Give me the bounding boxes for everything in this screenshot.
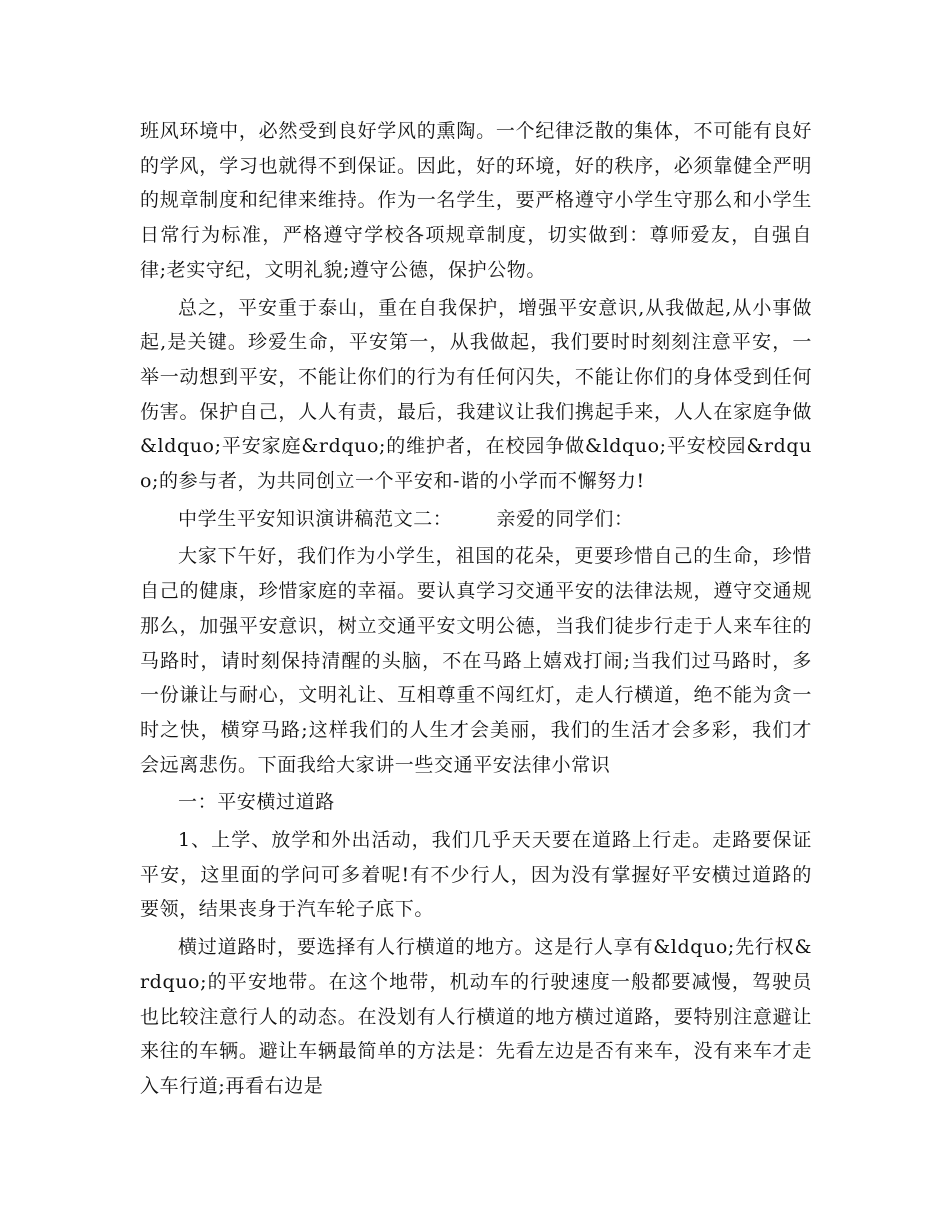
paragraph-continuation: 班风环境中，必然受到良好学风的熏陶。一个纪律泛散的集体，不可能有良好的学风，学习也就得不到保证。因此，好的环境，好的秩序，必须靠健全严明的规章制度和纪律来维持。作为一名学生，要严格遵守小学生守那么和小学生日常行为标准，严格遵守学校各项规章制度，切实做到：尊师爱友，自强自律;老实守纪，文明礼貌;遵守公德，保护公物。	[140, 120, 812, 281]
speech-heading-line	[140, 502, 812, 537]
paragraph-opening: 大家下午好，我们作为小学生，祖国的花朵，更要珍惜自己的生命，珍惜自己的健康，珍惜家庭的幸福。要认真学习交通平安的法律法规，遵守交通规那么，加强平安意识，树立交通平安文明公德，当我们徒步行走于人来车往的马路时，请时刻保持清醒的头脑，不在马路上嬉戏打闹;当我们过马路时，多一份谦让与耐心，文明礼让、互相尊重不闯红灯，走人行横道，绝不能为贪一时之快，横穿马路;这样我们的人生才会美丽，我们的生活才会多彩，我们才会远离悲伤。下面我给大家讲一些交通平安法律小常识	[140, 545, 812, 776]
paragraph-conclusion: 总之，平安重于泰山，重在自我保护，增强平安意识,从我做起,从小事做起,是关键。珍爱生命，平安第一，从我做起，我们要时时刻刻注意平安，一举一动想到平安，不能让你们的行为有任何闪失，不能让你们的身体受到任何伤害。保护自己，人人有责，最后，我建议让我们携起手来，人人在家庭争做&ldquo;平安家庭&rdquo;的维护者，在校园争做&ldquo;平安校园&rdquo;的参与者，为共同创立一个平安和-谐的小学而不懈努力!	[140, 296, 812, 493]
speech-title: 中学生平安知识演讲稿范文二：	[178, 507, 453, 530]
paragraph-crossing: 横过道路时，要选择有人行横道的地方。这是行人享有&ldquo;先行权&rdquo;的平安地带。在这个地带，机动车的行驶速度一般都要减慢，驾驶员也比较注意行人的动态。在没划有人行横道的地方横过道路，要特别注意避让来往的车辆。避让车辆最简单的方法是：先看左边是否有来车，没有来车才走入车行道;再看右边是	[140, 936, 812, 1097]
document-body	[140, 114, 812, 1107]
section-heading: 一：平安横过道路	[178, 791, 335, 814]
paragraph-item-1: 1、上学、放学和外出活动，我们几乎天天要在道路上行走。走路要保证平安，这里面的学问可多着呢!有不少行人，因为没有掌握好平安横过道路的要领，结果丧身于汽车轮子底下。	[140, 829, 812, 921]
speech-greeting: 亲爱的同学们：	[496, 507, 634, 530]
